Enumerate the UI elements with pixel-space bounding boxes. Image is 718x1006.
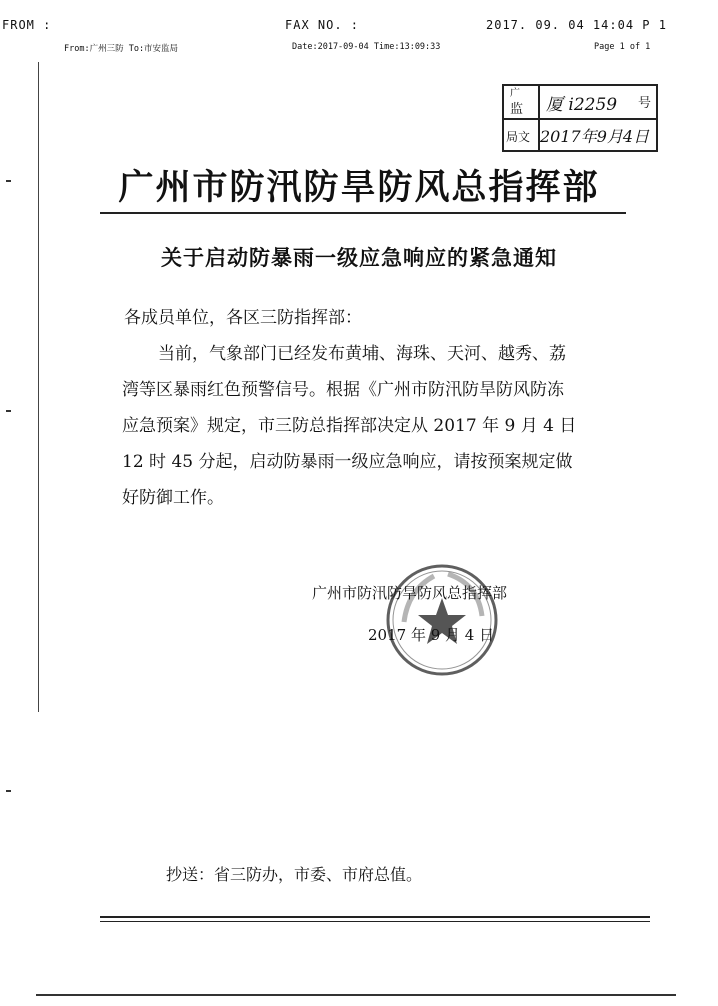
- stamp-date-handwritten: 2017年9月4日: [540, 127, 650, 146]
- fax-date-time: Date:2017-09-04 Time:13:09:33: [292, 42, 441, 52]
- receipt-stamp: [502, 84, 658, 152]
- scan-margin-tick: [6, 790, 11, 792]
- issuer-title: 广州市防汛防旱防风总指挥部: [118, 167, 600, 208]
- stamp-top-label: 广: [510, 88, 520, 99]
- scan-margin-tick: [6, 410, 11, 412]
- stamp-side-label: 监: [510, 102, 524, 117]
- addressee: 各成员单位，各区三防指挥部：: [124, 308, 362, 328]
- fax-number-label: FAX NO. :: [285, 18, 360, 32]
- body-line: 好防御工作。: [122, 488, 224, 508]
- title-rule: [100, 212, 626, 214]
- body-line: 应急预案》规定，市三防总指挥部决定从 2017 年 9 月 4 日: [122, 416, 577, 436]
- body-line: 12 时 45 分起，启动防暴雨一级应急响应，请按预案规定做: [122, 452, 573, 472]
- footer-rule: [100, 921, 650, 922]
- scan-bottom-line: [36, 994, 676, 996]
- body-line: 湾等区暴雨红色预警信号。根据《广州市防汛防旱防风防冻: [122, 380, 564, 400]
- fax-timestamp: 2017. 09. 04 14:04 P 1: [486, 18, 667, 32]
- footer-rule: [100, 916, 650, 918]
- fax-page-count: Page 1 of 1: [594, 42, 651, 52]
- fax-from-label: FROM :: [2, 18, 52, 32]
- body-line: 当前，气象部门已经发布黄埔、海珠、天河、越秀、荔: [158, 344, 566, 364]
- stamp-serial-handwritten: 厦 i2259: [546, 95, 618, 115]
- stamp-serial-suffix: 号: [638, 96, 652, 111]
- fax-route: From:广州三防 To:市安监局: [64, 44, 179, 54]
- signature-organization: 广州市防汛防旱防风总指挥部: [312, 584, 508, 602]
- official-seal: [382, 560, 502, 680]
- cc-line: 抄送：省三防办，市委、市府总值。: [166, 865, 423, 884]
- notice-title: 关于启动防暴雨一级应急响应的紧急通知: [161, 246, 557, 270]
- stamp-divider: [504, 118, 656, 120]
- stamp-bottom-label: 局文: [506, 130, 531, 144]
- signature-date: 2017 年 9 月 4 日: [368, 626, 495, 644]
